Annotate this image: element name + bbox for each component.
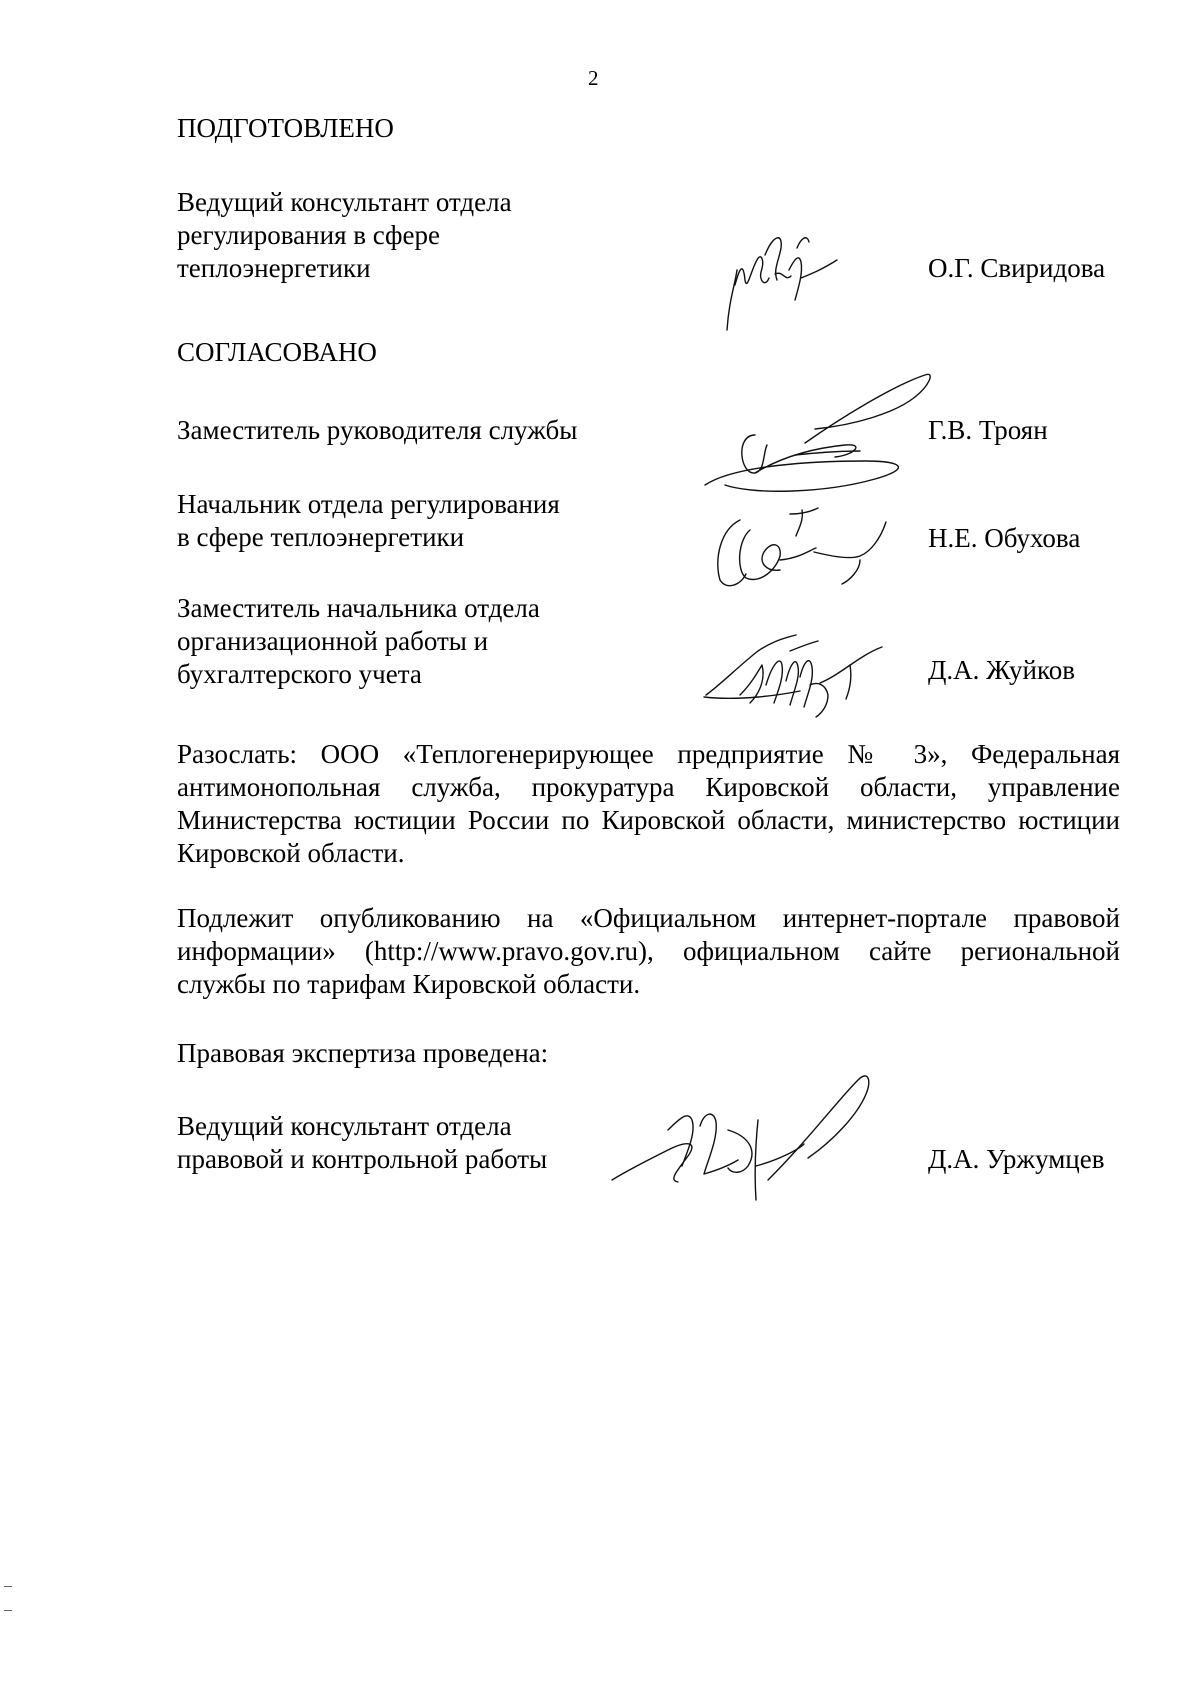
page-number: 2 bbox=[588, 66, 599, 90]
legal-review-position-line: Ведущий консультант отдела bbox=[177, 1111, 512, 1141]
agreed-name-troyan: Г.В. Троян bbox=[928, 415, 1048, 445]
prepared-name: О.Г. Свиридова bbox=[928, 253, 1106, 283]
signature-urzhumtsev bbox=[608, 1070, 878, 1210]
prepared-position-line: регулирования в сфере bbox=[177, 220, 441, 250]
distribution-paragraph: Разослать: ООО «Теплогенерирующее предприятие № 3», Федеральная антимонопольная служба, прокуратура Кировской области, управление Министерства юстиции России по Кировской области, министерство юстиции Кировской области. bbox=[177, 739, 1120, 868]
legal-review-position-line: правовой и контрольной работы bbox=[177, 1144, 548, 1174]
agreed-name-zhuykov: Д.А. Жуйков bbox=[928, 655, 1075, 685]
agreed-position-line: Заместитель руководителя службы bbox=[177, 415, 578, 445]
agreed-position-troyan bbox=[177, 414, 577, 447]
legal-review-position bbox=[177, 1110, 547, 1176]
signature-zhuykov bbox=[700, 625, 900, 725]
agreed-position-line: Заместитель начальника отдела bbox=[177, 593, 540, 623]
agreed-position-obukhova bbox=[177, 488, 560, 554]
signature-obukhova bbox=[710, 500, 890, 600]
agreed-position-line: организационной работы и bbox=[177, 626, 489, 656]
agreed-name-obukhova: Н.Е. Обухова bbox=[928, 523, 1081, 553]
prepared-position-line: Ведущий консультант отдела bbox=[177, 187, 512, 217]
agreed-position-line: бухгалтерского учета bbox=[177, 659, 422, 689]
signature-sviridova bbox=[725, 230, 855, 340]
legal-review-heading: Правовая экспертиза проведена: bbox=[177, 1038, 549, 1068]
scan-margin-mark bbox=[4, 1610, 12, 1611]
scan-margin-mark bbox=[4, 1586, 12, 1587]
signature-troyan bbox=[695, 365, 935, 520]
publication-paragraph: Подлежит опубликованию на «Официальном интернет-портале правовой информации» (http://www.pravo.gov.ru), официальном сайте региональной службы по тарифам Кировской области. bbox=[177, 903, 1120, 999]
prepared-position bbox=[177, 186, 512, 285]
agreed-heading: СОГЛАСОВАНО bbox=[177, 337, 377, 367]
agreed-position-zhuykov bbox=[177, 592, 540, 691]
prepared-position-line: теплоэнергетики bbox=[177, 253, 371, 283]
agreed-position-line: Начальник отдела регулирования bbox=[177, 489, 560, 519]
prepared-heading: ПОДГОТОВЛЕНО bbox=[177, 113, 394, 143]
legal-review-name: Д.А. Уржумцев bbox=[928, 1144, 1105, 1174]
agreed-position-line: в сфере теплоэнергетики bbox=[177, 522, 465, 552]
